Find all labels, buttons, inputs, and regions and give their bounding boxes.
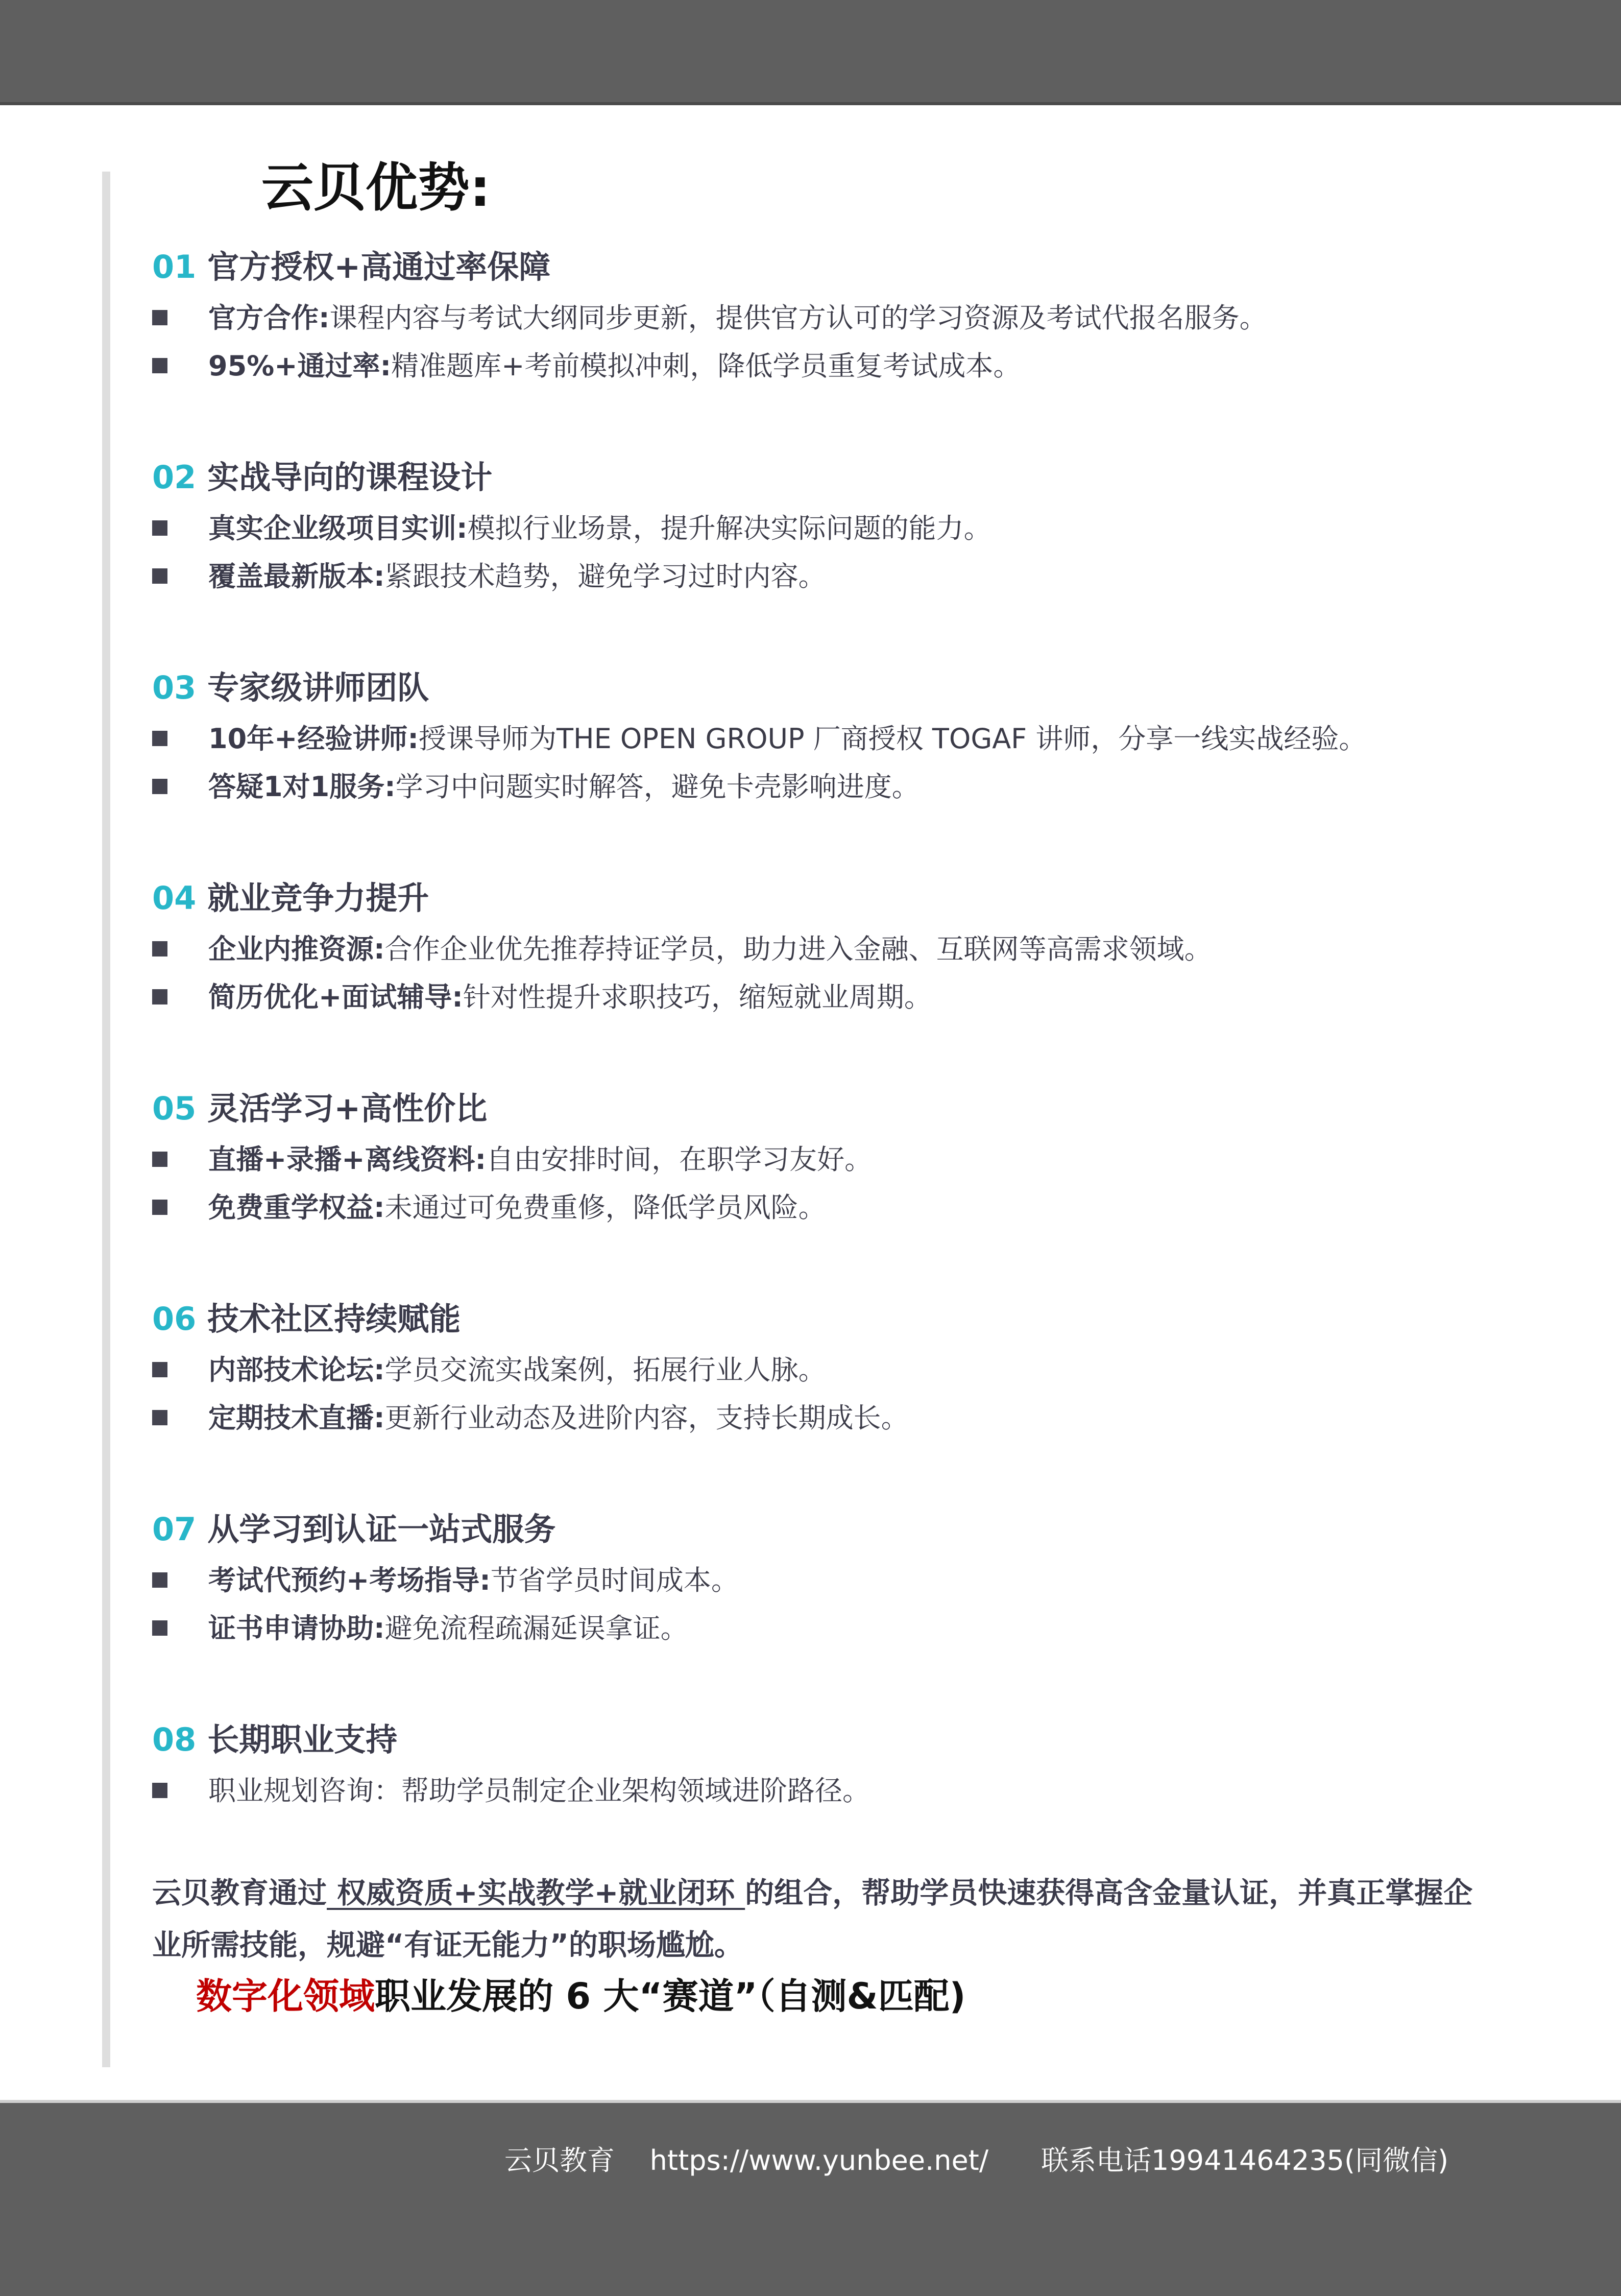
section-title: 官方授权+高通过率保障 <box>207 248 551 285</box>
section-number: 07 <box>152 1511 197 1548</box>
bullet-term: 官方合作: <box>208 302 330 334</box>
list-item <box>152 512 991 544</box>
section-number: 02 <box>152 459 197 496</box>
square-bullet-icon <box>152 358 167 373</box>
list-item <box>152 1612 688 1644</box>
footer <box>504 2139 1448 2178</box>
square-bullet-icon <box>152 310 167 325</box>
bullet-term: 答疑1对1服务: <box>208 771 396 803</box>
summary-rest: 的组合，帮助学员快速获得高含金量认证，并真正掌握企业所需技能，规避“有证无能力”的职场尴尬。 <box>152 1876 1473 1962</box>
list-item <box>152 1404 909 1432</box>
list-item <box>152 1191 826 1224</box>
list-item <box>152 1777 870 1805</box>
bullet-term: 考试代预约+考场指导: <box>208 1564 491 1596</box>
section-heading <box>152 1721 1520 1758</box>
section-heading <box>152 1090 1520 1127</box>
bullet-text: 针对性提升求职技巧，缩短就业周期。 <box>463 981 932 1013</box>
section-number: 03 <box>152 669 197 706</box>
bullet-term: 内部技术论坛: <box>208 1354 385 1386</box>
section-title: 长期职业支持 <box>207 1721 398 1758</box>
list-item <box>152 1564 739 1596</box>
section-number: 05 <box>152 1090 197 1127</box>
square-bullet-icon <box>152 1200 167 1215</box>
footer-url-link[interactable]: https://www.yunbee.net/ <box>649 2144 989 2177</box>
square-bullet-icon <box>152 779 167 794</box>
section-heading <box>152 669 1520 706</box>
section-heading <box>152 1300 1520 1337</box>
footer-brand: 云贝教育 <box>504 2144 615 2177</box>
left-vertical-rule <box>102 172 110 2067</box>
square-bullet-icon <box>152 1362 167 1377</box>
square-bullet-icon <box>152 941 167 956</box>
bullet-text: 职业规划咨询：帮助学员制定企业架构领域进阶路径。 <box>208 1775 870 1807</box>
list-item <box>152 352 1021 380</box>
tracks-rest: 职业发展的 6 大“赛道”（自测&匹配) <box>375 1975 966 2017</box>
square-bullet-icon <box>152 1152 167 1167</box>
bullet-term: 覆盖最新版本: <box>208 560 385 592</box>
section-05 <box>152 1090 1520 1224</box>
section-03 <box>152 669 1520 803</box>
section-04 <box>152 879 1520 1013</box>
square-bullet-icon <box>152 1783 167 1798</box>
section-heading <box>152 248 1520 285</box>
bullet-term: 企业内推资源: <box>208 933 385 965</box>
bullet-term: 真实企业级项目实训: <box>208 512 468 544</box>
list-item <box>152 933 1212 965</box>
summary-lead: 云贝教育通过 <box>152 1876 327 1910</box>
bullet-text: 授课导师为THE OPEN GROUP 厂商授权 TOGAF 讲师，分享一线实战经验。 <box>419 723 1367 755</box>
section-heading <box>152 879 1520 917</box>
section-06 <box>152 1300 1520 1434</box>
footer-contact: 联系电话19941464235(同微信) <box>1041 2144 1449 2177</box>
section-title: 就业竞争力提升 <box>207 879 429 917</box>
square-bullet-icon <box>152 568 167 584</box>
bullet-text: 精准题库+考前模拟冲刺，降低学员重复考试成本。 <box>391 350 1021 382</box>
bullet-term: 简历优化+面试辅导: <box>208 981 463 1013</box>
section-title: 实战导向的课程设计 <box>207 459 493 496</box>
bullet-text: 未通过可免费重修，降低学员风险。 <box>384 1191 826 1224</box>
section-07 <box>152 1511 1520 1644</box>
list-item <box>152 304 1267 332</box>
square-bullet-icon <box>152 520 167 536</box>
list-item <box>152 1356 826 1384</box>
section-number: 01 <box>152 248 197 285</box>
bullet-text: 合作企业优先推荐持证学员，助力进入金融、互联网等高需求领域。 <box>384 933 1212 965</box>
bullet-term: 定期技术直播: <box>208 1402 385 1434</box>
list-item <box>152 725 1366 753</box>
square-bullet-icon <box>152 1620 167 1636</box>
section-title: 技术社区持续赋能 <box>207 1300 461 1337</box>
bullet-term: 直播+录播+离线资料: <box>208 1143 487 1176</box>
bullet-text: 模拟行业场景，提升解决实际问题的能力。 <box>467 512 991 544</box>
bullet-text: 课程内容与考试大纲同步更新，提供官方认可的学习资源及考试代报名服务。 <box>329 302 1267 334</box>
bullet-text: 自由安排时间，在职学习友好。 <box>486 1143 873 1176</box>
bullet-term: 10年+经验讲师: <box>208 723 419 755</box>
footer-band <box>0 2100 1621 2296</box>
list-item <box>152 560 826 592</box>
tracks-highlight: 数字化领域 <box>196 1975 375 2017</box>
list-item <box>152 981 932 1013</box>
square-bullet-icon <box>152 989 167 1004</box>
section-title: 从学习到认证一站式服务 <box>207 1511 556 1548</box>
bullet-text: 紧跟技术趋势，避免学习过时内容。 <box>384 560 826 592</box>
bullet-text: 避免流程疏漏延误拿证。 <box>384 1612 688 1644</box>
tracks-heading <box>196 1975 966 2017</box>
bullet-term: 免费重学权益: <box>208 1191 385 1224</box>
bullet-text: 学员交流实战案例，拓展行业人脉。 <box>384 1354 826 1386</box>
section-number: 06 <box>152 1300 197 1337</box>
list-item <box>152 1143 873 1176</box>
square-bullet-icon <box>152 731 167 746</box>
summary-underlined-phrase: 权威资质+实战教学+就业闭环 <box>327 1876 745 1910</box>
section-title: 专家级讲师团队 <box>207 669 429 706</box>
section-number: 04 <box>152 879 197 917</box>
section-02 <box>152 459 1520 592</box>
square-bullet-icon <box>152 1572 167 1588</box>
bullet-term: 证书申请协助: <box>208 1612 385 1644</box>
bullet-text: 学习中问题实时解答，避免卡壳影响进度。 <box>395 771 920 803</box>
bullet-text: 更新行业动态及进阶内容，支持长期成长。 <box>384 1402 909 1434</box>
summary-paragraph <box>152 1867 1500 1971</box>
section-08 <box>152 1721 1520 1807</box>
section-title: 灵活学习+高性价比 <box>207 1090 488 1127</box>
square-bullet-icon <box>152 1410 167 1425</box>
header-band <box>0 0 1621 105</box>
page-title: 云贝优势: <box>261 158 491 219</box>
section-heading <box>152 459 1520 496</box>
section-heading <box>152 1511 1520 1548</box>
section-number: 08 <box>152 1721 197 1758</box>
list-item <box>152 773 920 801</box>
bullet-term: 95%+通过率: <box>208 350 392 382</box>
bullet-text: 节省学员时间成本。 <box>490 1564 739 1596</box>
section-01 <box>152 248 1520 382</box>
